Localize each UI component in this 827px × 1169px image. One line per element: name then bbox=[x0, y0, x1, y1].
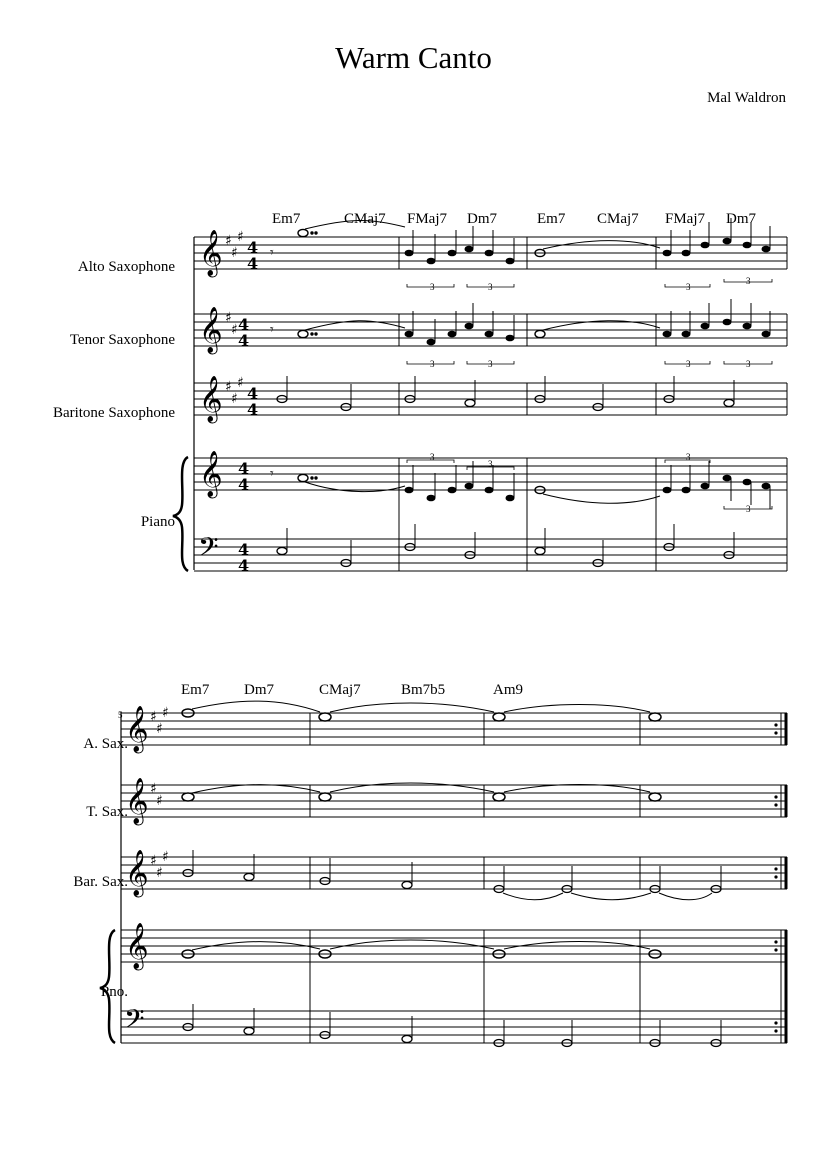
svg-text:4: 4 bbox=[247, 400, 259, 419]
chord-symbol: Em7 bbox=[181, 682, 210, 698]
sharp-icon: ♯ bbox=[237, 229, 244, 245]
chord-symbols-system-2 bbox=[181, 682, 523, 698]
chord-symbol: Dm7 bbox=[467, 211, 497, 227]
sharp-icon: ♯ bbox=[150, 853, 157, 869]
chord-symbol: FMaj7 bbox=[407, 211, 448, 227]
staves-system-2 bbox=[121, 713, 787, 1043]
svg-text:3: 3 bbox=[430, 359, 435, 369]
chord-symbol: Em7 bbox=[537, 211, 566, 227]
sharp-icon: ♯ bbox=[225, 379, 232, 395]
svg-text:4: 4 bbox=[238, 315, 250, 334]
repeat-barlines bbox=[774, 713, 786, 1043]
sharp-icon: ♯ bbox=[231, 245, 238, 261]
piano-bass-notes-s1 bbox=[277, 524, 734, 567]
sharp-icon: ♯ bbox=[162, 849, 169, 865]
sharp-icon: ♯ bbox=[231, 391, 238, 407]
sharp-icon: ♯ bbox=[225, 233, 232, 249]
svg-text:𝄾: 𝄾 bbox=[270, 322, 274, 338]
treble-clef: 𝄞 bbox=[125, 850, 149, 896]
piano-treble-notes-s2 bbox=[182, 940, 661, 958]
staff-tenor-sax bbox=[121, 785, 787, 817]
system-2 bbox=[73, 682, 787, 1047]
svg-text:4: 4 bbox=[238, 540, 250, 559]
label-alto-sax: Alto Saxophone bbox=[77, 259, 175, 275]
system-1 bbox=[53, 211, 787, 575]
composer-name: Mal Waldron bbox=[707, 90, 786, 106]
piano-treble-notes-s1 bbox=[270, 452, 772, 514]
sharp-icon: ♯ bbox=[237, 375, 244, 391]
alto-sax-notes-s2 bbox=[182, 701, 661, 721]
label-tenor-sax-short: T. Sax. bbox=[86, 804, 128, 820]
staff-piano-bass bbox=[121, 1011, 787, 1043]
tenor-sax-notes-s1 bbox=[270, 299, 772, 369]
treble-clef: 𝄞 bbox=[199, 376, 223, 422]
staff-baritone-sax bbox=[194, 383, 787, 415]
chord-symbol: Em7 bbox=[272, 211, 301, 227]
svg-text:3: 3 bbox=[488, 459, 493, 469]
chord-symbol: CMaj7 bbox=[344, 211, 386, 227]
treble-clef: 𝄞 bbox=[125, 778, 149, 824]
svg-text:3: 3 bbox=[488, 282, 493, 292]
barlines-system-2 bbox=[310, 713, 640, 1043]
label-piano: Piano bbox=[140, 514, 175, 530]
measure-number: 5 bbox=[118, 710, 123, 720]
tenor-sax-notes-s2 bbox=[182, 783, 661, 801]
svg-text:3: 3 bbox=[686, 359, 691, 369]
svg-text:3: 3 bbox=[430, 452, 435, 462]
alto-sax-notes-s1 bbox=[270, 218, 772, 292]
sharp-icon: ♯ bbox=[156, 721, 163, 737]
svg-text:3: 3 bbox=[430, 282, 435, 292]
svg-text:3: 3 bbox=[746, 359, 751, 369]
treble-clef: 𝄞 bbox=[199, 307, 223, 353]
chord-symbol: CMaj7 bbox=[319, 682, 361, 698]
svg-text:3: 3 bbox=[686, 282, 691, 292]
svg-text:3: 3 bbox=[746, 276, 751, 286]
barlines-system-1 bbox=[399, 237, 787, 571]
label-baritone-sax-short: Bar. Sax. bbox=[73, 874, 128, 890]
sharp-icon: ♯ bbox=[156, 865, 163, 881]
svg-text:4: 4 bbox=[238, 556, 250, 575]
sharp-icon: ♯ bbox=[156, 793, 163, 809]
score-title: Warm Canto bbox=[335, 40, 492, 75]
treble-clef: 𝄞 bbox=[125, 706, 149, 752]
clefs-system-1 bbox=[198, 230, 223, 569]
svg-text:4: 4 bbox=[247, 254, 259, 273]
chord-symbol: Bm7b5 bbox=[401, 682, 446, 698]
sharp-icon: ♯ bbox=[162, 705, 169, 721]
bass-clef: 𝄢 bbox=[124, 1003, 145, 1041]
svg-text:3: 3 bbox=[686, 452, 691, 462]
svg-text:𝄾: 𝄾 bbox=[270, 245, 274, 261]
label-alto-sax-short: A. Sax. bbox=[83, 736, 128, 752]
baritone-sax-notes-s1 bbox=[277, 376, 734, 411]
chord-symbols-system-1 bbox=[272, 211, 757, 227]
sharp-icon: ♯ bbox=[231, 322, 238, 338]
svg-text:3: 3 bbox=[488, 359, 493, 369]
bass-clef: 𝄢 bbox=[198, 531, 219, 569]
label-baritone-sax: Baritone Saxophone bbox=[52, 405, 175, 421]
svg-text:4: 4 bbox=[238, 459, 250, 478]
treble-clef: 𝄞 bbox=[199, 451, 223, 497]
sharp-icon: ♯ bbox=[150, 709, 157, 725]
svg-text:4: 4 bbox=[247, 384, 259, 403]
staff-alto-sax bbox=[121, 713, 787, 745]
chord-symbol: FMaj7 bbox=[665, 211, 706, 227]
treble-clef: 𝄞 bbox=[199, 230, 223, 276]
treble-clef: 𝄞 bbox=[125, 923, 149, 969]
sharp-icon: ♯ bbox=[150, 781, 157, 797]
label-piano-short: Pno. bbox=[100, 984, 128, 1000]
chord-symbol: CMaj7 bbox=[597, 211, 639, 227]
staff-piano-treble bbox=[121, 930, 787, 962]
piano-brace bbox=[173, 457, 188, 571]
staff-baritone-sax bbox=[121, 857, 787, 889]
chord-symbol: Dm7 bbox=[726, 211, 756, 227]
svg-text:4: 4 bbox=[238, 331, 250, 350]
label-tenor-sax: Tenor Saxophone bbox=[69, 332, 175, 348]
svg-text:4: 4 bbox=[247, 238, 259, 257]
svg-text:4: 4 bbox=[238, 475, 250, 494]
svg-text:𝄾: 𝄾 bbox=[270, 466, 274, 482]
chord-symbol: Am9 bbox=[493, 682, 523, 698]
chord-symbol: Dm7 bbox=[244, 682, 274, 698]
svg-text:3: 3 bbox=[746, 504, 751, 514]
staff-tenor-sax bbox=[194, 314, 787, 346]
sharp-icon: ♯ bbox=[225, 310, 232, 326]
